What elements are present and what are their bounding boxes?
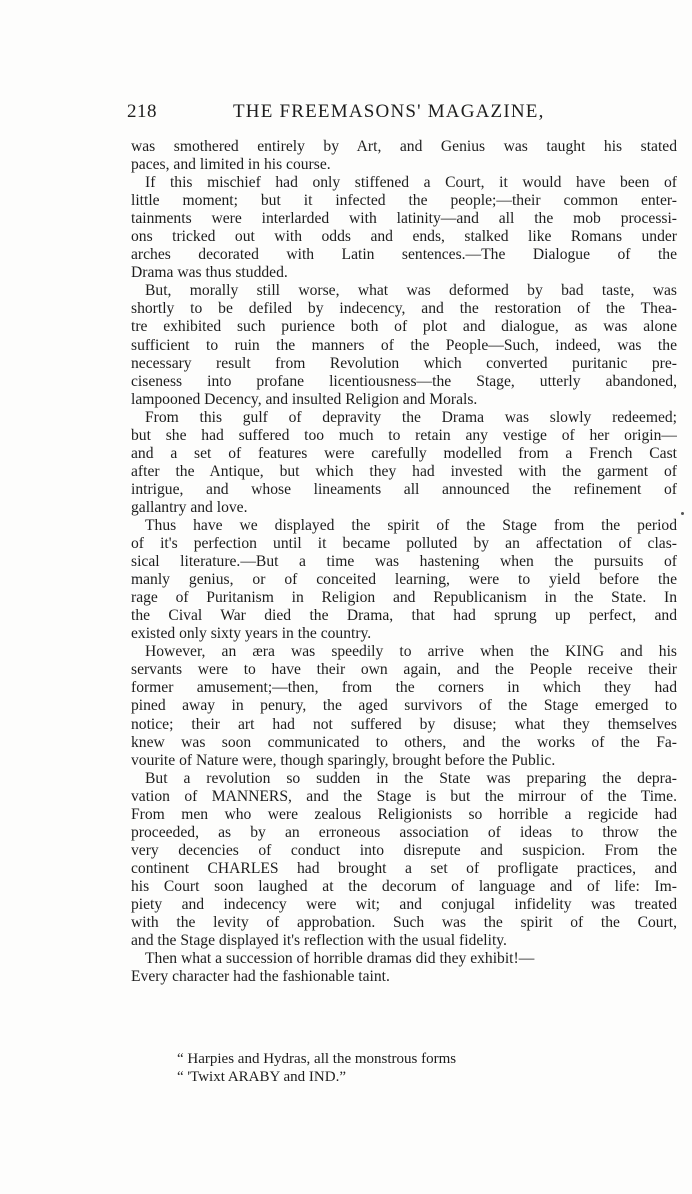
- text-line: after the Antique, but which they had invested with the garment of: [131, 462, 677, 480]
- text-line: lampooned Decency, and insulted Religion and Morals.: [131, 390, 478, 408]
- text-line: notice; their art had not suffered by disuse; what they themselves: [131, 715, 677, 733]
- text-line: knew was soon communicated to others, and the works of the Fa-: [131, 733, 677, 751]
- text-line: piety and indecency were wit; and conjugal infidelity was treated: [131, 895, 677, 913]
- text-line: manly genius, or of conceited learning, were to yield before the: [131, 571, 677, 589]
- text-line: rage of Puritanism in Religion and Republicanism in the State. In: [131, 589, 677, 607]
- text-line: and the Stage displayed it's reflection with the usual fidelity.: [131, 932, 507, 950]
- body-text: [131, 138, 677, 986]
- text-line: If this mischief had only stiffened a Court, it would have been of: [145, 174, 677, 192]
- text-line: From men who were zealous Religionists so horrible a regicide had: [131, 805, 677, 823]
- text-line: gallantry and love.: [131, 498, 248, 516]
- text-line: continent CHARLES had brought a set of profligate practices, and: [131, 859, 677, 877]
- text-line: shortly to be defiled by indecency, and the restoration of the Thea-: [131, 300, 677, 318]
- ink-speck: [681, 512, 684, 515]
- quote-line: “ 'Twixt ARABY and IND.”: [177, 1069, 346, 1085]
- text-line: Every character had the fashionable taint.: [131, 968, 390, 986]
- text-line: paces, and limited in his course.: [131, 156, 331, 174]
- text-line: arches decorated with Latin sentences.—The Dialogue of the: [131, 246, 677, 264]
- text-line: But a revolution so sudden in the State was preparing the depra-: [145, 769, 677, 787]
- text-line: pined away in penury, the aged survivors of the Stage emerged to: [131, 697, 677, 715]
- text-line: sical literature.—But a time was hastening when the pursuits of: [131, 553, 677, 571]
- text-line: However, an æra was speedily to arrive when the KING and his: [145, 643, 677, 661]
- text-line: servants were to have their own again, and the People receive their: [131, 661, 677, 679]
- text-line: intrigue, and whose lineaments all announced the refinement of: [131, 480, 677, 498]
- text-line: with the levity of approbation. Such was the spirit of the Court,: [131, 914, 677, 932]
- text-line: But, morally still worse, what was deformed by bad taste, was: [145, 282, 677, 300]
- quote-line: “ Harpies and Hydras, all the monstrous forms: [177, 1051, 457, 1067]
- page-number: 218: [127, 101, 157, 122]
- text-line: his Court soon laughed at the decorum of language and of life: Im-: [131, 877, 677, 895]
- text-line: Thus have we displayed the spirit of the Stage from the period: [145, 516, 677, 534]
- text-line: and a set of features were carefully modelled from a French Cast: [131, 444, 677, 462]
- text-line: existed only sixty years in the country.: [131, 625, 372, 643]
- text-line: Drama was thus studded.: [131, 264, 288, 282]
- verse-quotation: [177, 1050, 597, 1086]
- text-line: From this gulf of depravity the Drama was slowly redeemed;: [145, 408, 677, 426]
- text-line: ciseness into profane licentiousness—the Stage, utterly abandoned,: [131, 372, 677, 390]
- text-line: vation of MANNERS, and the Stage is but the mirrour of the Time.: [131, 787, 677, 805]
- text-line: vourite of Nature were, though sparingly, brought before the Public.: [131, 751, 556, 769]
- text-line: of it's perfection until it became polluted by an affectation of clas-: [131, 535, 677, 553]
- page-header: [127, 101, 679, 127]
- text-line: former amusement;—then, from the corners in which they had: [131, 679, 677, 697]
- text-line: the Cival War died the Drama, that had sprung up perfect, and: [131, 607, 677, 625]
- text-line: very decencies of conduct into disrepute and suspicion. From the: [131, 841, 677, 859]
- text-line: Then what a succession of horrible dramas did they exhibit!—: [145, 950, 535, 968]
- text-line: sufficient to ruin the manners of the People—Such, indeed, was the: [131, 336, 677, 354]
- text-line: tainments were interlarded with latinity—and all the mob processi-: [131, 210, 677, 228]
- text-line: ons tricked out with odds and ends, stalked like Romans under: [131, 228, 677, 246]
- text-line: necessary result from Revolution which converted puritanic pre-: [131, 354, 677, 372]
- text-line: tre exhibited such purience both of plot and dialogue, as was alone: [131, 318, 677, 336]
- text-line: proceeded, as by an erroneous association of ideas to throw the: [131, 823, 677, 841]
- text-line: little moment; but it infected the people;—their common enter-: [131, 192, 677, 210]
- text-line: but she had suffered too much to retain any vestige of her origin—: [131, 426, 677, 444]
- text-line: was smothered entirely by Art, and Genius was taught his stated: [131, 138, 677, 155]
- running-title: THE FREEMASONS' MAGAZINE,: [233, 101, 545, 122]
